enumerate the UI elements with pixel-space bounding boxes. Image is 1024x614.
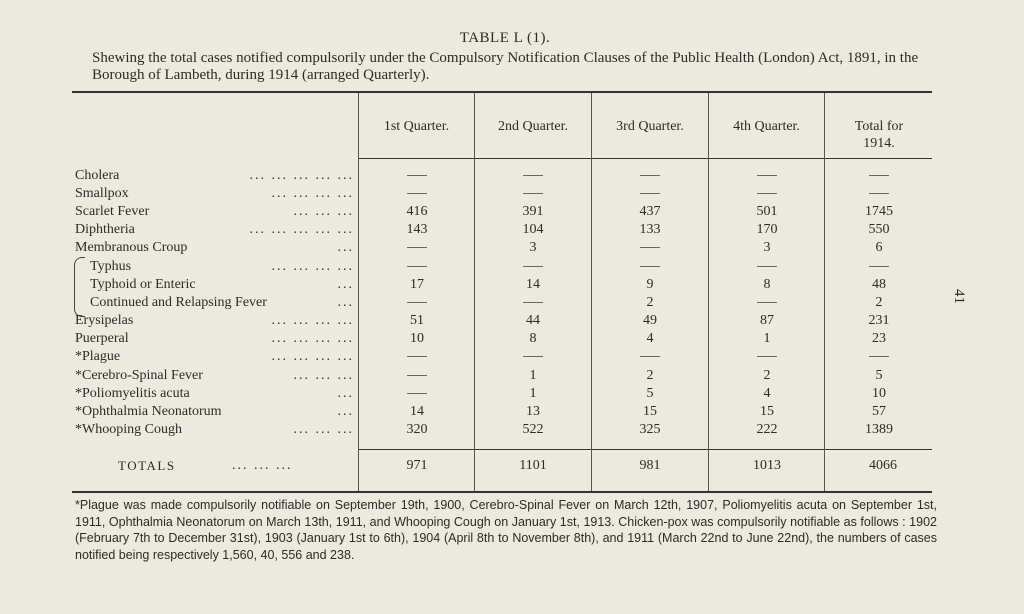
table-cell: 325 bbox=[639, 422, 661, 437]
dash-mark bbox=[757, 356, 777, 357]
table-cell: 522 bbox=[522, 422, 544, 437]
table-row bbox=[0, 349, 1024, 367]
column-header-total: Total for 1914. bbox=[854, 119, 904, 151]
table-cell: 2 bbox=[875, 295, 883, 310]
table-cell: 17 bbox=[410, 277, 424, 292]
dash-mark bbox=[869, 175, 889, 176]
dash-mark bbox=[869, 356, 889, 357]
row-label: *Cerebro-Spinal Fever bbox=[75, 368, 203, 383]
row-label: *Whooping Cough bbox=[75, 422, 182, 437]
table-cell: 437 bbox=[639, 204, 661, 219]
table-cell: 49 bbox=[643, 313, 657, 328]
empty-dash bbox=[592, 259, 708, 275]
dash-mark bbox=[407, 247, 427, 248]
empty-dash bbox=[475, 349, 591, 365]
empty-dash bbox=[709, 349, 825, 365]
empty-dash bbox=[475, 168, 591, 184]
row-label: *Poliomyelitis acuta bbox=[75, 386, 190, 401]
table-cell: 4 bbox=[763, 386, 771, 401]
table-cell: 4 bbox=[646, 331, 654, 346]
bottom-rule bbox=[72, 491, 932, 493]
table-row bbox=[0, 222, 1024, 240]
dash-mark bbox=[757, 302, 777, 303]
empty-dash bbox=[592, 349, 708, 365]
table-row bbox=[0, 240, 1024, 258]
table-row bbox=[0, 277, 1024, 295]
row-label: *Plague bbox=[75, 349, 121, 364]
table-cell: 15 bbox=[643, 404, 657, 419]
empty-dash bbox=[475, 186, 591, 202]
dash-mark bbox=[640, 356, 660, 357]
table-cell: 231 bbox=[868, 313, 890, 328]
table-cell: 550 bbox=[868, 222, 890, 237]
totals-q4: 1013 bbox=[753, 458, 781, 473]
table-row bbox=[0, 295, 1024, 313]
leader-dots: ... ... ... ... bbox=[271, 313, 354, 328]
leader-dots: ... bbox=[337, 386, 354, 401]
totals-q2: 1101 bbox=[519, 458, 547, 473]
row-label: Diphtheria bbox=[75, 222, 135, 237]
table-cell: 1 bbox=[763, 331, 771, 346]
empty-dash bbox=[359, 168, 475, 184]
table-row bbox=[0, 259, 1024, 277]
table-cell: 87 bbox=[760, 313, 774, 328]
table-cell: 501 bbox=[756, 204, 778, 219]
dash-mark bbox=[757, 193, 777, 194]
empty-dash bbox=[359, 295, 475, 311]
table-row bbox=[0, 404, 1024, 422]
leader-dots: ... ... ... bbox=[293, 204, 354, 219]
row-label: Membranous Croup bbox=[75, 240, 188, 255]
table-cell: 8 bbox=[529, 331, 537, 346]
table-row bbox=[0, 422, 1024, 440]
table-cell: 5 bbox=[875, 368, 883, 383]
leader-dots: ... ... ... ... bbox=[271, 186, 354, 201]
totals-q1: 971 bbox=[406, 458, 428, 473]
leader-dots: ... ... ... ... ... bbox=[249, 168, 354, 183]
footnote: *Plague was made compulsorily notifiable on September 19th, 1900, Cerebro-Spinal Fever on March 12th, 1907, Poliomyelitis acuta on September 1st, 1911, Ophthalmia Neonatorum on March 13th, 1911, and Whooping Cough on January 1st, 1913. Chicken-pox was compulsorily notifiable as follows : 1902 (February 7th to December 31st), 1903 (January 1st to 6th), 1904 (April 8th to November 8th), and 1911 (March 22nd to June 22nd), the numbers of cases notified being respectively 1,560, 40, 556 and 238. bbox=[75, 498, 937, 562]
empty-dash bbox=[825, 259, 933, 275]
table-row bbox=[0, 186, 1024, 204]
empty-dash bbox=[359, 186, 475, 202]
totals-rule bbox=[358, 449, 932, 450]
table-cell: 2 bbox=[646, 295, 654, 310]
dash-mark bbox=[640, 175, 660, 176]
dash-mark bbox=[869, 193, 889, 194]
dash-mark bbox=[407, 175, 427, 176]
empty-dash bbox=[359, 240, 475, 256]
header-rule bbox=[358, 158, 932, 159]
table-row bbox=[0, 313, 1024, 331]
column-header-q1: 1st Quarter. bbox=[383, 119, 450, 134]
leader-dots: ... bbox=[337, 295, 354, 310]
table-row bbox=[0, 204, 1024, 222]
row-label: Scarlet Fever bbox=[75, 204, 150, 219]
table-cell: 15 bbox=[760, 404, 774, 419]
empty-dash bbox=[475, 295, 591, 311]
row-label: Typhoid or Enteric bbox=[90, 277, 196, 292]
dash-mark bbox=[523, 356, 543, 357]
table-cell: 391 bbox=[522, 204, 544, 219]
leader-dots: ... ... ... ... bbox=[271, 331, 354, 346]
leader-dots: ... bbox=[337, 404, 354, 419]
empty-dash bbox=[592, 186, 708, 202]
dash-mark bbox=[640, 247, 660, 248]
empty-dash bbox=[475, 259, 591, 275]
table-cell: 133 bbox=[639, 222, 661, 237]
table-cell: 10 bbox=[410, 331, 424, 346]
empty-dash bbox=[825, 186, 933, 202]
table-cell: 14 bbox=[526, 277, 540, 292]
empty-dash bbox=[709, 295, 825, 311]
empty-dash bbox=[359, 349, 475, 365]
leader-dots: ... bbox=[337, 277, 354, 292]
empty-dash bbox=[709, 168, 825, 184]
empty-dash bbox=[825, 168, 933, 184]
empty-dash bbox=[592, 240, 708, 256]
dash-mark bbox=[869, 266, 889, 267]
table-cell: 9 bbox=[646, 277, 654, 292]
totals-q3: 981 bbox=[639, 458, 661, 473]
table-cell: 13 bbox=[526, 404, 540, 419]
top-rule bbox=[72, 91, 932, 93]
dash-mark bbox=[523, 193, 543, 194]
dash-mark bbox=[523, 175, 543, 176]
totals-year: 4066 bbox=[869, 458, 897, 473]
leader-dots: ... ... ... ... bbox=[271, 349, 354, 364]
leader-dots: ... bbox=[337, 240, 354, 255]
row-label: *Ophthalmia Neonatorum bbox=[75, 404, 222, 419]
dash-mark bbox=[523, 302, 543, 303]
leader-dots: ... ... ... bbox=[293, 368, 354, 383]
dash-mark bbox=[407, 266, 427, 267]
table-cell: 320 bbox=[406, 422, 428, 437]
row-label: Continued and Relapsing Fever bbox=[90, 295, 267, 310]
empty-dash bbox=[592, 168, 708, 184]
dash-mark bbox=[407, 393, 427, 394]
table-cell: 1 bbox=[529, 368, 537, 383]
table-cell: 51 bbox=[410, 313, 424, 328]
dash-mark bbox=[640, 193, 660, 194]
dash-mark bbox=[407, 193, 427, 194]
dash-mark bbox=[640, 266, 660, 267]
dash-mark bbox=[757, 266, 777, 267]
totals-label: TOTALS bbox=[118, 458, 176, 473]
dash-mark bbox=[407, 302, 427, 303]
dash-mark bbox=[523, 266, 543, 267]
table-cell: 1389 bbox=[865, 422, 893, 437]
row-label: Smallpox bbox=[75, 186, 129, 201]
table-cell: 44 bbox=[526, 313, 540, 328]
table-cell: 222 bbox=[756, 422, 778, 437]
table-cell: 2 bbox=[646, 368, 654, 383]
row-label: Cholera bbox=[75, 168, 120, 183]
table-cell: 5 bbox=[646, 386, 654, 401]
empty-dash bbox=[359, 368, 475, 384]
table-cell: 57 bbox=[872, 404, 886, 419]
table-cell: 170 bbox=[756, 222, 778, 237]
table-cell: 1745 bbox=[865, 204, 893, 219]
table-cell: 6 bbox=[875, 240, 883, 255]
page-number: 41 bbox=[951, 289, 967, 304]
table-cell: 8 bbox=[763, 277, 771, 292]
table-title: TABLE L (1). bbox=[459, 30, 551, 46]
leader-dots: ... ... ... ... bbox=[271, 259, 354, 274]
dash-mark bbox=[407, 356, 427, 357]
totals-row bbox=[0, 458, 1024, 476]
empty-dash bbox=[825, 349, 933, 365]
table-cell: 14 bbox=[410, 404, 424, 419]
table-cell: 48 bbox=[872, 277, 886, 292]
table-cell: 1 bbox=[529, 386, 537, 401]
leader-dots: ... ... ... bbox=[232, 458, 293, 473]
leader-dots: ... ... ... ... ... bbox=[249, 222, 354, 237]
empty-dash bbox=[709, 259, 825, 275]
table-cell: 10 bbox=[872, 386, 886, 401]
row-label: Erysipelas bbox=[75, 313, 134, 328]
table-row bbox=[0, 386, 1024, 404]
table-cell: 3 bbox=[763, 240, 771, 255]
table-cell: 104 bbox=[522, 222, 544, 237]
dash-mark bbox=[757, 175, 777, 176]
leader-dots: ... ... ... bbox=[293, 422, 354, 437]
table-row bbox=[0, 331, 1024, 349]
column-header-q3: 3rd Quarter. bbox=[616, 119, 684, 134]
column-header-q2: 2nd Quarter. bbox=[498, 119, 568, 134]
table-cell: 3 bbox=[529, 240, 537, 255]
row-label: Puerperal bbox=[75, 331, 129, 346]
row-label: Typhus bbox=[90, 259, 132, 274]
table-cell: 143 bbox=[406, 222, 428, 237]
empty-dash bbox=[359, 386, 475, 402]
dash-mark bbox=[407, 375, 427, 376]
table-subtitle: Shewing the total cases notified compulsorily under the Compulsory Notification Clauses of the Public Health (London) Act, 1891, in the Borough of Lambeth, during 1914 (arranged Quarterly). bbox=[92, 50, 919, 83]
table-cell: 23 bbox=[872, 331, 886, 346]
empty-dash bbox=[709, 186, 825, 202]
table-row bbox=[0, 368, 1024, 386]
table-cell: 416 bbox=[406, 204, 428, 219]
empty-dash bbox=[359, 259, 475, 275]
table-cell: 2 bbox=[763, 368, 771, 383]
column-header-q4: 4th Quarter. bbox=[733, 119, 800, 134]
table-row bbox=[0, 168, 1024, 186]
